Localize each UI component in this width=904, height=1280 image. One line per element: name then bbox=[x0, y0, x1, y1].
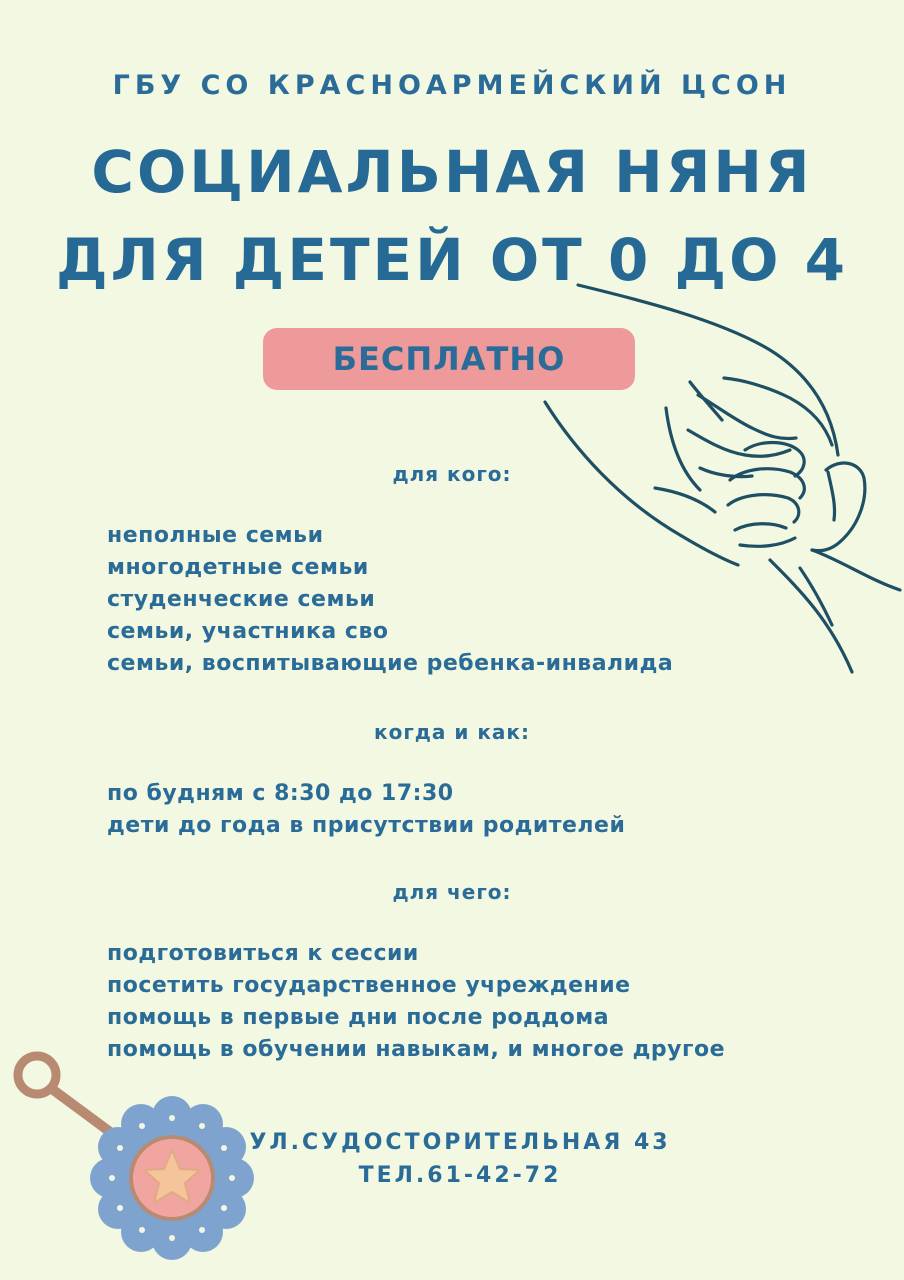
free-badge-text: БЕСПЛАТНО bbox=[332, 340, 566, 378]
list-item: помощь в первые дни после роддома bbox=[107, 1005, 610, 1030]
list-item: по будням с 8:30 до 17:30 bbox=[107, 781, 454, 806]
list-item: подготовиться к сессии bbox=[107, 941, 419, 966]
phone: ТЕЛ.61-42-72 bbox=[358, 1163, 562, 1188]
when-list bbox=[107, 778, 625, 842]
list-item: посетить государственное учреждение bbox=[107, 973, 631, 998]
address: УЛ.СУДОСТОРИТЕЛЬНАЯ 43 bbox=[249, 1130, 671, 1155]
who-heading: для кого: bbox=[392, 462, 512, 486]
list-item: студенческие семьи bbox=[107, 587, 376, 612]
list-item: многодетные семьи bbox=[107, 555, 369, 580]
list-item: семьи, участника сво bbox=[107, 619, 389, 644]
organization-name: ГБУ СО КРАСНОАРМЕЙСКИЙ ЦСОН bbox=[112, 70, 792, 101]
when-heading: когда и как: bbox=[374, 720, 530, 744]
rattle-illustration bbox=[0, 1045, 260, 1245]
why-heading: для чего: bbox=[392, 880, 512, 904]
why-list bbox=[107, 938, 725, 1066]
list-item: помощь в обучении навыкам, и многое другое bbox=[107, 1037, 725, 1062]
title-line-1: СОЦИАЛЬНАЯ НЯНЯ bbox=[91, 138, 813, 206]
list-item: неполные семьи bbox=[107, 523, 324, 548]
who-list bbox=[107, 520, 673, 680]
list-item: дети до года в присутствии родителей bbox=[107, 813, 626, 838]
free-badge bbox=[263, 328, 635, 390]
title-line-2: ДЛЯ ДЕТЕЙ ОТ 0 ДО 4 bbox=[56, 226, 848, 294]
list-item: семьи, воспитывающие ребенка-инвалида bbox=[107, 651, 674, 676]
